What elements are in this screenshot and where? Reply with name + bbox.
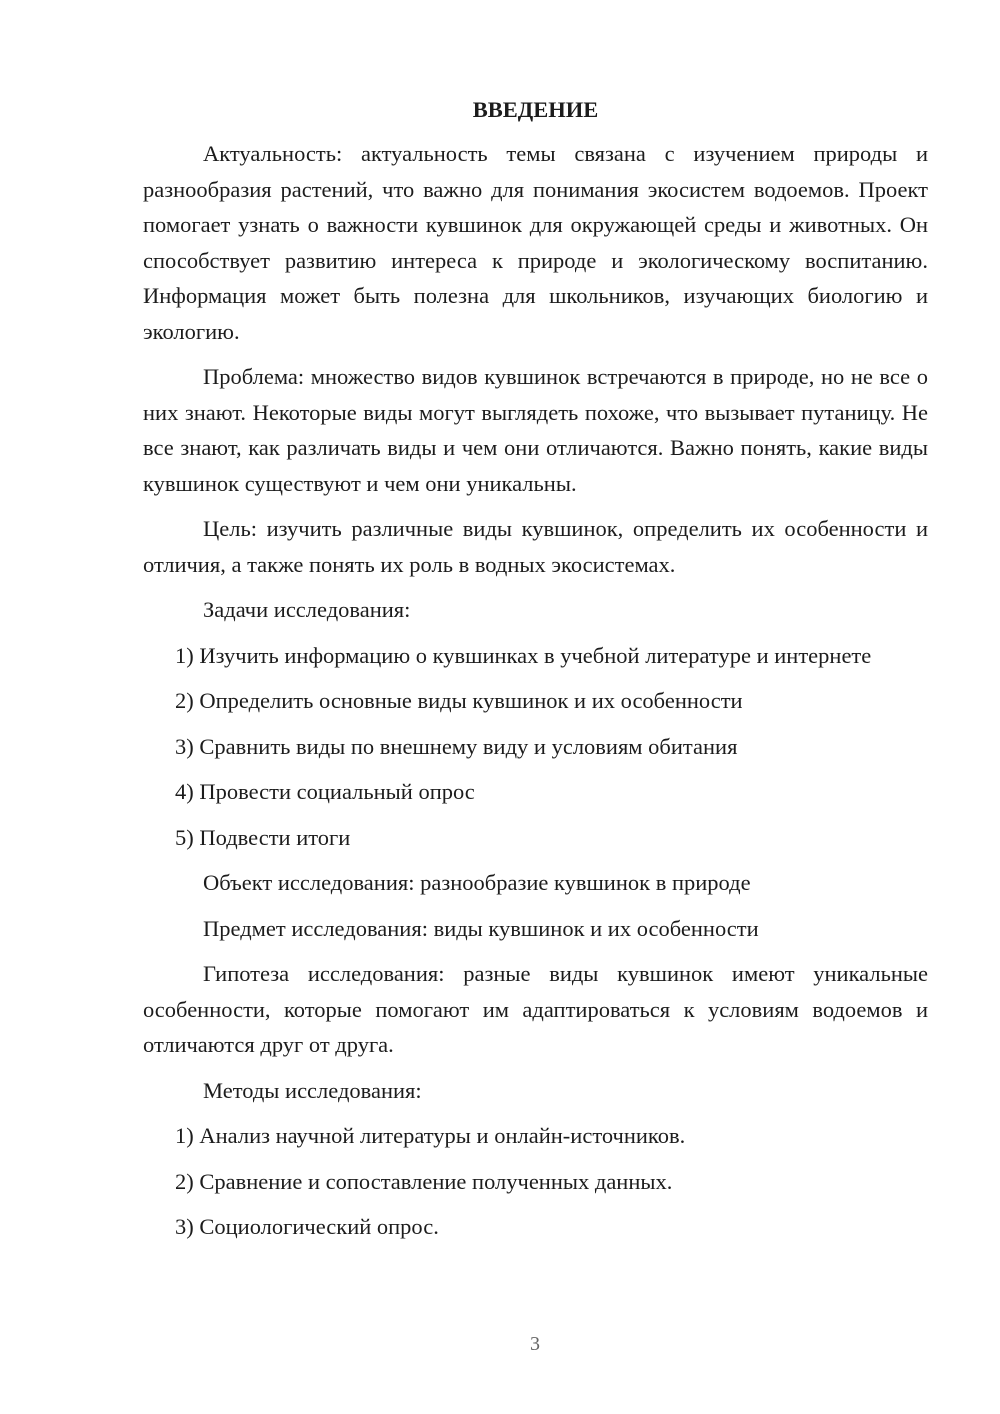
problem-paragraph: Проблема: множество видов кувшинок встречаются в природе, но не все о них знают. Некоторые виды могут выглядеть похоже, что вызывает путаницу. Не все знают, как различать виды и чем они отличаются. Важно понять, какие виды кувшинок существуют и чем они уникальны.: [143, 364, 928, 496]
tasks-heading: Задачи исследования:: [203, 597, 411, 622]
method-item-3: 3) Социологический опрос.: [175, 1214, 439, 1239]
method-item-2: 2) Сравнение и сопоставление полученных данных.: [175, 1168, 673, 1194]
task-item-2: 2) Определить основные виды кувшинок и их особенности: [175, 688, 743, 713]
task-item-1: 1) Изучить информацию о кувшинках в учебной литературе и интернете: [175, 642, 872, 668]
page-content: [143, 94, 928, 1255]
research-subject: Предмет исследования: виды кувшинок и их особенности: [203, 915, 759, 941]
task-item-5: 5) Подвести итоги: [175, 824, 351, 850]
relevance-paragraph: Актуальность: актуальность темы связана с изучением природы и разнообразия растений, что важно для понимания экосистем водоемов. Проект помогает узнать о важности кувшинок для окружающей среды и животных. Он способствует развитию интереса к природе и экологическому воспитанию. Информация может быть полезна для школьников, изучающих биологию и экологию.: [143, 141, 928, 344]
goal-paragraph: Цель: изучить различные виды кувшинок, определить их особенности и отличия, а также понять их роль в водных экосистемах.: [143, 516, 928, 577]
methods-heading: Методы исследования:: [203, 1077, 422, 1103]
section-title: ВВЕДЕНИЕ: [472, 97, 599, 122]
task-item-3: 3) Сравнить виды по внешнему виду и условиям обитания: [175, 733, 738, 759]
task-item-4: 4) Провести социальный опрос: [175, 779, 475, 804]
page-number: 3: [530, 1333, 540, 1355]
method-item-1: 1) Анализ научной литературы и онлайн-источников.: [175, 1123, 686, 1148]
research-object: Объект исследования: разнообразие кувшинок в природе: [203, 870, 751, 895]
hypothesis-paragraph: Гипотеза исследования: разные виды кувшинок имеют уникальные особенности, которые помогают им адаптироваться к условиям водоемов и отличаются друг от друга.: [143, 961, 928, 1057]
